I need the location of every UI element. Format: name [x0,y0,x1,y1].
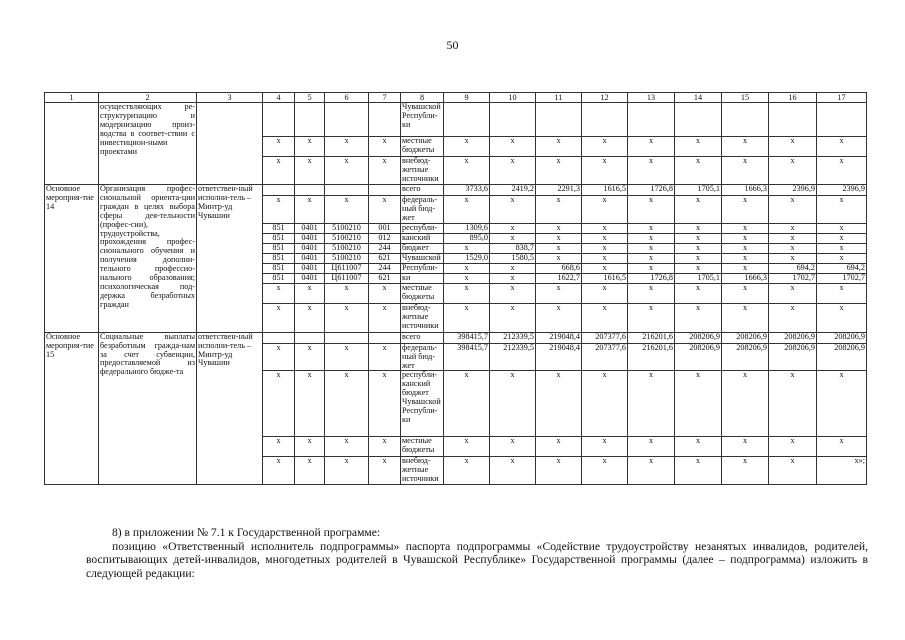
amount-cell: 1702,7 [769,273,817,283]
budget-code-cell: x [295,303,325,332]
amount-cell: x [536,457,582,485]
column-header-10: 10 [490,93,536,103]
budget-code-cell: x [369,343,401,371]
budget-code-cell: 012 [369,233,401,243]
amount-cell: x [490,263,536,273]
budget-code-cell: x [369,283,401,303]
amount-cell: 1616,5 [582,185,628,196]
amount-cell: x [628,283,675,303]
amount-cell: x [490,233,536,243]
amount-cell: x [817,196,867,224]
amount-cell: x [628,223,675,233]
amount-cell: 1666,3 [722,273,769,283]
budget-code-cell: 0401 [295,263,325,273]
budget-code-cell [295,185,325,196]
amount-cell: x [722,303,769,332]
budget-code-cell [325,103,369,137]
amount-cell: x [722,283,769,303]
table-header-row [45,93,867,103]
amount-cell: x [582,283,628,303]
m14-name: Организация профес-сиональной ориента-ции граждан в целях выбора сферы дея-тельности (профес-сии), трудоустройства, прохождения профес-сионального обучения и получения дополни-тельного профессио-нального образования; психологическая под-держка безработных граждан [99,185,197,333]
budget-code-cell: x [325,303,369,332]
amount-cell: x [490,223,536,233]
amount-cell: x [675,283,722,303]
amount-cell: x [536,303,582,332]
budget-code-cell: x [295,371,325,437]
cont-responsible [197,103,263,185]
budget-code-cell [369,185,401,196]
budget-code-cell: x [369,157,401,185]
budget-code-cell: x [263,196,295,224]
budget-code-cell: x [325,457,369,485]
amount-cell: x [444,457,490,485]
budget-code-cell [263,185,295,196]
budget-code-cell: 5100210 [325,223,369,233]
amount-cell [769,103,817,137]
amount-cell: x [582,233,628,243]
budget-code-cell [263,332,295,343]
amount-cell: 838,7 [490,243,536,253]
amount-cell: x [722,437,769,457]
amount-cell: 2396,9 [817,185,867,196]
amount-cell: 219048,4 [536,332,582,343]
budget-code-cell: 5100210 [325,233,369,243]
amount-cell: 398415,7 [444,343,490,371]
budget-code-cell: x [325,196,369,224]
amount-cell: 208206,9 [675,332,722,343]
amount-cell: x [582,263,628,273]
column-header-13: 13 [628,93,675,103]
budget-table [44,92,867,485]
amount-cell: 1726,8 [628,185,675,196]
amount-cell: x [582,457,628,485]
amount-cell: x [582,303,628,332]
amount-cell: x [444,243,490,253]
budget-code-cell [295,332,325,343]
table-row [45,103,867,137]
amount-cell: 219048,4 [536,343,582,371]
budget-code-cell: x [263,437,295,457]
amount-cell: 1726,8 [628,273,675,283]
column-header-2: 2 [99,93,197,103]
funding-source: местные бюджеты [401,283,444,303]
budget-code-cell: x [369,137,401,157]
budget-code-cell: 851 [263,253,295,263]
funding-source: республи- [401,223,444,233]
budget-code-cell [369,332,401,343]
budget-code-cell: x [325,283,369,303]
amount-cell: x [722,196,769,224]
budget-code-cell: x [295,157,325,185]
amount-cell: x [769,253,817,263]
amount-cell [675,103,722,137]
amount-cell: 1622,7 [536,273,582,283]
amount-cell: 3733,6 [444,185,490,196]
amount-cell: 2396,9 [769,185,817,196]
column-header-16: 16 [769,93,817,103]
amount-cell: x [444,283,490,303]
amount-cell: x [536,243,582,253]
table-row [45,185,867,196]
budget-code-cell: 621 [369,273,401,283]
amount-cell: x [769,437,817,457]
column-header-12: 12 [582,93,628,103]
budget-code-cell: x [295,283,325,303]
amount-cell: x [675,157,722,185]
amount-cell: x [817,371,867,437]
budget-code-cell: x [369,457,401,485]
amount-cell: x [769,137,817,157]
budget-code-cell: x [295,137,325,157]
budget-code-cell: 0401 [295,273,325,283]
amount-cell: x [817,243,867,253]
budget-code-cell: 621 [369,253,401,263]
amount-cell: x [582,437,628,457]
funding-source: ки [401,273,444,283]
amount-cell: 1309,6 [444,223,490,233]
amount-cell: x [490,371,536,437]
budget-code-cell: 5100210 [325,253,369,263]
budget-code-cell: x [295,196,325,224]
m15-name: Социальные выплаты безработным гражда-нам за счет субвенции, предоставляемой из федерального бюдже-та [99,332,197,485]
budget-code-cell: 0401 [295,253,325,263]
budget-code-cell [263,103,295,137]
amount-cell: x [722,243,769,253]
amount-cell: x [536,233,582,243]
column-header-17: 17 [817,93,867,103]
amount-cell: x [444,437,490,457]
budget-code-cell: x [263,343,295,371]
funding-source: внебюд-жетные источники [401,457,444,485]
amount-cell: x [536,223,582,233]
amount-cell: x [769,243,817,253]
amount-cell: x [722,223,769,233]
amount-cell: x [582,137,628,157]
budget-code-cell: 851 [263,223,295,233]
budget-code-cell: x [263,371,295,437]
amount-cell: 216201,6 [628,332,675,343]
column-header-7: 7 [369,93,401,103]
amount-cell: x [628,303,675,332]
funding-source: бюджет [401,243,444,253]
amount-cell: 212339,5 [490,332,536,343]
amount-cell: x [675,196,722,224]
amount-cell: x [582,223,628,233]
column-header-4: 4 [263,93,295,103]
amount-cell: x [444,157,490,185]
amount-cell: x [722,157,769,185]
column-header-11: 11 [536,93,582,103]
amount-cell: x [536,253,582,263]
amount-cell: x [582,157,628,185]
amount-cell: x [490,157,536,185]
budget-code-cell: x [325,157,369,185]
column-header-6: 6 [325,93,369,103]
budget-code-cell: x [295,343,325,371]
amount-cell: x [490,137,536,157]
page-number: 50 [446,38,459,52]
budget-code-cell: x [263,137,295,157]
amount-cell: 208206,9 [769,343,817,371]
amount-cell: 208206,9 [722,332,769,343]
paragraph-item-8: 8) в приложении № 7.1 к Государственной программе: [112,526,381,539]
amount-cell: x [769,196,817,224]
amount-cell: x [769,233,817,243]
paragraph-position [86,540,868,581]
amount-cell: 668,6 [536,263,582,273]
amount-cell [628,103,675,137]
amount-cell: x [675,137,722,157]
amount-cell: 1616,5 [582,273,628,283]
amount-cell: 1529,0 [444,253,490,263]
budget-code-cell: x [369,303,401,332]
body-text [86,526,868,581]
funding-source: всего [401,332,444,343]
amount-cell: 208206,9 [722,343,769,371]
amount-cell: x [444,273,490,283]
amount-cell: x [769,371,817,437]
budget-code-cell [325,332,369,343]
budget-code-cell: x [369,437,401,457]
amount-cell: x [675,303,722,332]
amount-cell: x [817,303,867,332]
column-header-5: 5 [295,93,325,103]
cont-label [45,103,99,185]
amount-cell: x [722,253,769,263]
amount-cell: x [536,196,582,224]
budget-code-cell: 244 [369,243,401,253]
budget-code-cell: x [263,303,295,332]
amount-cell: x [582,196,628,224]
amount-cell: x [536,371,582,437]
amount-cell: x [490,196,536,224]
budget-code-cell: 0401 [295,243,325,253]
amount-cell: x [675,371,722,437]
budget-code-cell [295,103,325,137]
amount-cell: x [628,196,675,224]
budget-code-cell: x [263,283,295,303]
amount-cell: x [769,283,817,303]
budget-code-cell: 0401 [295,233,325,243]
amount-cell: x [817,253,867,263]
budget-code-cell: x [263,157,295,185]
budget-code-cell: 001 [369,223,401,233]
funding-source: республи-канский бюджет Чувашской Республи-ки [401,371,444,437]
amount-cell: x»; [817,457,867,485]
amount-cell: 1702,7 [817,273,867,283]
amount-cell: x [628,371,675,437]
column-header-14: 14 [675,93,722,103]
column-header-1: 1 [45,93,99,103]
amount-cell: 208206,9 [769,332,817,343]
funding-source: местные бюджеты [401,137,444,157]
amount-cell: x [769,223,817,233]
funding-source: всего [401,185,444,196]
budget-code-cell: 851 [263,233,295,243]
amount-cell: x [722,233,769,243]
amount-cell: x [582,253,628,263]
amount-cell: x [675,457,722,485]
amount-cell: 398415,7 [444,332,490,343]
budget-code-cell: x [295,457,325,485]
amount-cell: x [769,457,817,485]
amount-cell: x [628,253,675,263]
funding-source: федераль-ный бюд-жет [401,196,444,224]
budget-code-cell: 244 [369,263,401,273]
budget-code-cell: 5100210 [325,243,369,253]
amount-cell [444,103,490,137]
funding-source: Республи- [401,263,444,273]
amount-cell: 895,0 [444,233,490,243]
amount-cell: 694,2 [817,263,867,273]
amount-cell: x [536,157,582,185]
amount-cell: x [444,196,490,224]
amount-cell: x [769,303,817,332]
amount-cell: x [444,137,490,157]
amount-cell: x [817,233,867,243]
cont-name: осуществляющих ре-структуризацию и модернизацию произ-водства в соответ-ствии с инвестицион-ными проектами [99,103,197,185]
amount-cell: 208206,9 [675,343,722,371]
amount-cell: x [628,157,675,185]
m15-label: Основное мероприя-тие 15 [45,332,99,485]
amount-cell [722,103,769,137]
amount-cell: x [675,253,722,263]
amount-cell: x [444,371,490,437]
m14-label: Основное мероприя-тие 14 [45,185,99,333]
amount-cell: x [490,457,536,485]
budget-code-cell: x [325,137,369,157]
amount-cell: 694,2 [769,263,817,273]
amount-cell: x [722,263,769,273]
amount-cell: x [490,303,536,332]
amount-cell: x [817,223,867,233]
budget-code-cell [325,185,369,196]
amount-cell: 1705,1 [675,273,722,283]
amount-cell: x [628,243,675,253]
budget-code-cell: 851 [263,273,295,283]
amount-cell: x [722,457,769,485]
amount-cell: x [490,437,536,457]
budget-code-cell: x [263,457,295,485]
amount-cell: 1580,5 [490,253,536,263]
amount-cell: x [628,457,675,485]
budget-code-cell [369,103,401,137]
amount-cell: x [444,303,490,332]
funding-source: канский [401,233,444,243]
amount-cell: x [817,137,867,157]
amount-cell: 212339,5 [490,343,536,371]
amount-cell: x [444,263,490,273]
amount-cell: 1666,3 [722,185,769,196]
amount-cell: x [722,371,769,437]
amount-cell: x [817,437,867,457]
budget-code-cell: x [325,371,369,437]
amount-cell: x [675,263,722,273]
paragraph-position-text: позицию «Ответственный исполнитель подпрограммы» паспорта подпрограммы «Содействие трудоустройству незанятых инвалидов, родителей, воспитывающих детей-инвалидов, многодетных родителей в Чувашской Республике» Государственной программы (далее – подпрограмма) изложить в следующей редакции: [86,539,868,581]
amount-cell: x [536,283,582,303]
amount-cell: x [675,437,722,457]
amount-cell: x [722,137,769,157]
amount-cell: 1705,1 [675,185,722,196]
amount-cell [582,103,628,137]
budget-code-cell: Ц611007 [325,263,369,273]
amount-cell [490,103,536,137]
funding-source: внебюд-жетные источники [401,157,444,185]
column-header-15: 15 [722,93,769,103]
amount-cell: x [628,137,675,157]
amount-cell: x [628,263,675,273]
table-body [45,103,867,485]
amount-cell: x [675,233,722,243]
budget-code-cell: 851 [263,263,295,273]
amount-cell [536,103,582,137]
amount-cell: 2419,2 [490,185,536,196]
amount-cell: x [628,437,675,457]
amount-cell: x [675,223,722,233]
amount-cell: x [536,137,582,157]
amount-cell: 207377,6 [582,343,628,371]
amount-cell: x [628,233,675,243]
amount-cell: x [490,273,536,283]
amount-cell: 208206,9 [817,332,867,343]
budget-code-cell: Ц611007 [325,273,369,283]
budget-code-cell: x [325,437,369,457]
amount-cell: x [817,157,867,185]
amount-cell: 208206,9 [817,343,867,371]
funding-source: внебюд-жетные источники [401,303,444,332]
m15-responsible: ответствен-ный исполни-тель – Минтр-уд Чувашии [197,332,263,485]
amount-cell: x [769,157,817,185]
amount-cell [817,103,867,137]
budget-code-cell: x [369,371,401,437]
amount-cell: x [675,243,722,253]
funding-source: федераль-ный бюд-жет [401,343,444,371]
budget-code-cell: x [295,437,325,457]
amount-cell: 2291,3 [536,185,582,196]
budget-code-cell: x [325,343,369,371]
column-header-3: 3 [197,93,263,103]
budget-code-cell: 0401 [295,223,325,233]
amount-cell: x [582,371,628,437]
amount-cell: x [490,283,536,303]
funding-source: Чувашской Республи-ки [401,103,444,137]
table-row [45,332,867,343]
amount-cell: 216201,6 [628,343,675,371]
funding-source: местные бюджеты [401,437,444,457]
amount-cell: x [817,283,867,303]
amount-cell: 207377,6 [582,332,628,343]
budget-code-cell: x [369,196,401,224]
budget-code-cell: 851 [263,243,295,253]
column-header-9: 9 [444,93,490,103]
amount-cell: x [582,243,628,253]
funding-source: Чувашской [401,253,444,263]
m14-responsible: ответствен-ный исполни-тель – Минтр-уд Чувашии [197,185,263,333]
column-header-8: 8 [401,93,444,103]
amount-cell: x [536,437,582,457]
